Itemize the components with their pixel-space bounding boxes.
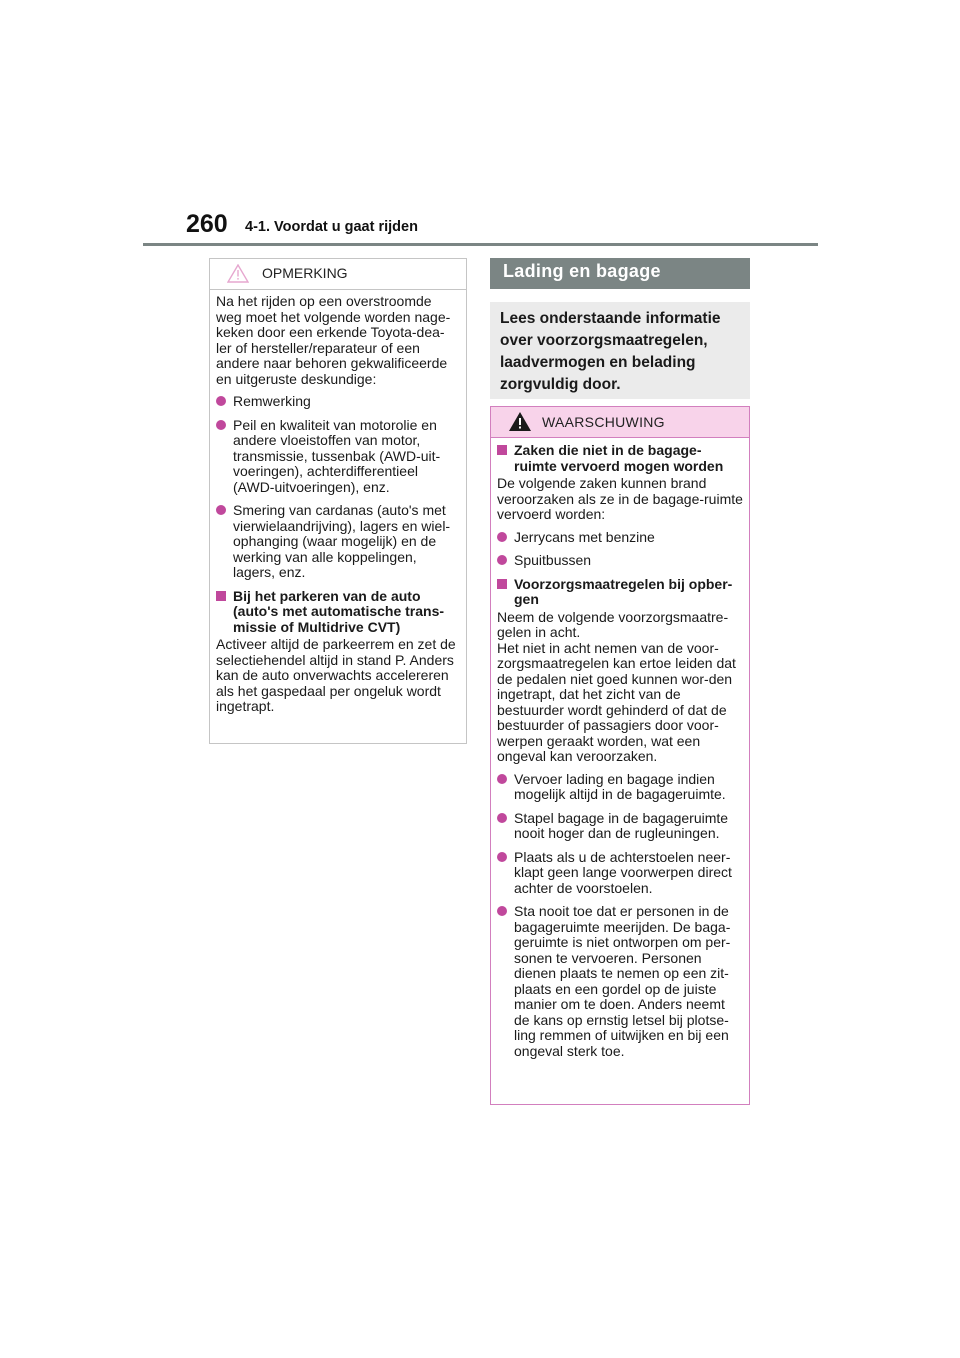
- warning-body: [491, 438, 749, 1059]
- bullet-dot-icon: [216, 420, 226, 430]
- page-number: 260: [186, 210, 228, 238]
- lading-intro: Lees onderstaande informatie over voorzorgsmaatregelen, laadvermogen en belading zorgvuldig door.: [490, 302, 750, 399]
- bullet-dot-icon: [216, 396, 226, 406]
- warning-heading-2: Voorzorgsmaatregelen bij opber-gen: [497, 577, 743, 608]
- warning-header: [491, 407, 749, 438]
- lading-title: Lading en bagage: [490, 258, 750, 289]
- note-box: [209, 258, 467, 744]
- header-rule: [143, 243, 818, 246]
- list-item: Smering van cardanas (auto's met vierwielaandrijving), lagers en wiel-ophanging (waar mogelijk) en de werking van alle koppelingen, lagers, enz.: [216, 503, 460, 581]
- section-title: 4-1. Voordat u gaat rijden: [245, 219, 418, 235]
- warning-title: WAARSCHUWING: [542, 414, 665, 430]
- square-bullet-icon: [497, 445, 507, 455]
- list-item: Jerrycans met benzine: [497, 530, 743, 546]
- warning-box: [490, 406, 750, 1105]
- bullet-dot-icon: [497, 774, 507, 784]
- note-intro: Na het rijden op een overstroomde weg moet het volgende worden nage-keken door een erkende Toyota-dea-ler of hersteller/reparateur of een andere naar behoren gekwalificeerde en uitgeruste deskundige:: [216, 293, 451, 387]
- list-item: Plaats als u de achterstoelen neer-klapt geen lange voorwerpen direct achter de voorstoelen.: [497, 850, 743, 897]
- list-item: Sta nooit toe dat er personen in de bagageruimte meerijden. De baga-geruimte is niet ontworpen om per-sonen te vervoeren. Personen dienen plaats te nemen op een zit-plaats en een gordel op de juiste manier om te doen. Anders neemt de kans op ernstig letsel bij plotse-ling remmen of uitwijken en bij een ongeval sterk toe.: [497, 904, 743, 1059]
- list-item: Peil en kwaliteit van motorolie en andere vloeistoffen van motor, transmissie, tussenbak (AWD-uit-voeringen), achterdifferentieel (AWD-uitvoeringen), enz.: [216, 418, 460, 496]
- note-body: [210, 290, 466, 715]
- list-item: Vervoer lading en bagage indien mogelijk altijd in de bagageruimte.: [497, 772, 743, 803]
- list-item: Remwerking: [216, 394, 460, 410]
- bullet-dot-icon: [497, 555, 507, 565]
- note-title: OPMERKING: [262, 265, 348, 281]
- warning-triangle-icon: [508, 411, 532, 432]
- warning-text-2b: Het niet in acht nemen van de voor-zorgsmaatregelen kan ertoe leiden dat de pedalen niet goed kunnen wor-den ingetrapt, dat het zicht van de bestuurder wordt gehinderd of dat de bestuurder of passagiers door voor-werpen geraakt worden, wat een ongeval kan veroorzaken.: [497, 639, 736, 764]
- list-item: Spuitbussen: [497, 553, 743, 569]
- bullet-dot-icon: [497, 532, 507, 542]
- caution-triangle-icon: [227, 264, 249, 283]
- warning-text-1: De volgende zaken kunnen brand veroorzaken als ze in de bagage-ruimte vervoerd worden:: [497, 475, 743, 522]
- note-header: [210, 259, 466, 290]
- bullet-dot-icon: [497, 813, 507, 823]
- note-subheading: Bij het parkeren van de auto (auto's met automatische trans-missie of Multidrive CVT): [216, 589, 460, 636]
- bullet-dot-icon: [497, 852, 507, 862]
- warning-text-2a: Neem de volgende voorzorgsmaatre-gelen in acht.: [497, 608, 729, 640]
- bullet-dot-icon: [497, 906, 507, 916]
- square-bullet-icon: [216, 591, 226, 601]
- warning-heading-1: Zaken die niet in de bagage-ruimte vervoerd mogen worden: [497, 443, 743, 474]
- bullet-dot-icon: [216, 505, 226, 515]
- square-bullet-icon: [497, 579, 507, 589]
- note-subtext: Activeer altijd de parkeerrem en zet de selectiehendel altijd in stand P. Anders kan de auto onverwachts accelereren als het gaspedaal per ongeluk wordt ingetrapt.: [216, 636, 456, 714]
- list-item: Stapel bagage in de bagageruimte nooit hoger dan de rugleuningen.: [497, 811, 743, 842]
